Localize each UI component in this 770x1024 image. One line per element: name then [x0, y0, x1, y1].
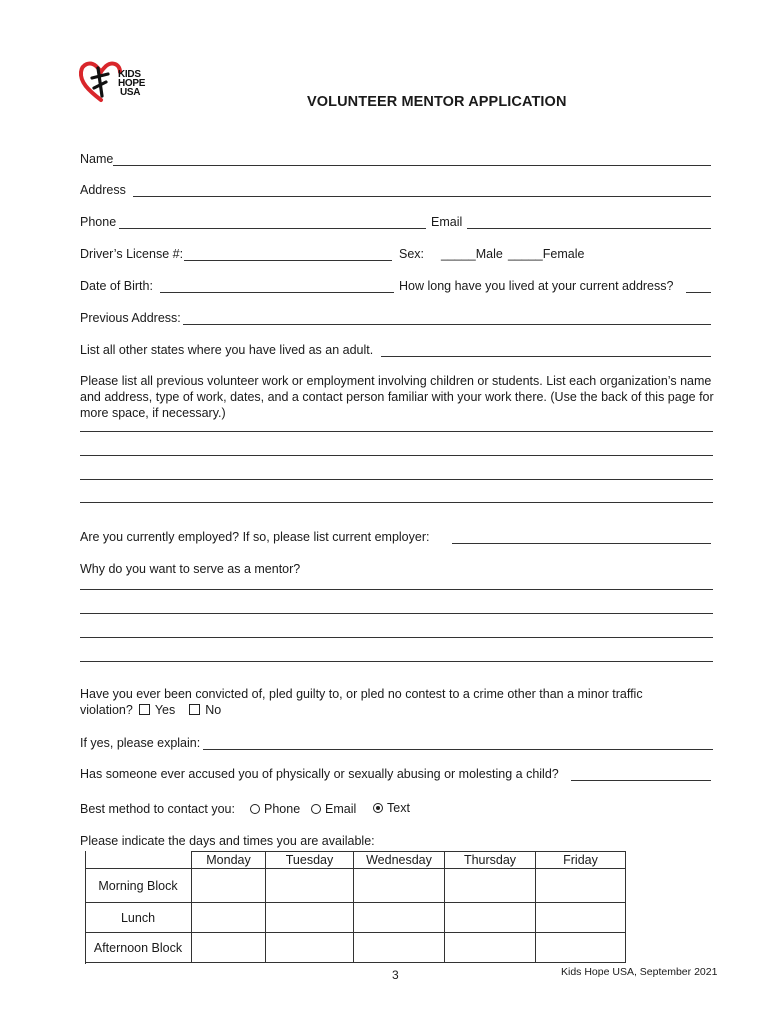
cell-morning-monday[interactable]	[192, 869, 266, 903]
day-header-wednesday: Wednesday	[354, 852, 445, 869]
cell-afternoon-tuesday[interactable]	[266, 933, 354, 963]
yes-label: Yes	[154, 703, 176, 717]
volunteer-work-prompt: Please list all previous volunteer work or employment involving children or students. List each organization’s name and address, type of work, dates, and a contact person familiar with your work there. (Use the back of this page for more space, if necessary.)	[80, 374, 714, 420]
availability-table	[85, 851, 626, 963]
why-mentor-line-1[interactable]	[80, 589, 713, 590]
cell-lunch-tuesday[interactable]	[266, 903, 354, 933]
page-title: VOLUNTEER MENTOR APPLICATION	[307, 94, 567, 110]
cell-lunch-wednesday[interactable]	[354, 903, 445, 933]
convicted-prompt-violation: violation?	[80, 703, 133, 717]
why-mentor-line-2[interactable]	[80, 613, 713, 614]
cell-afternoon-friday[interactable]	[536, 933, 626, 963]
logo-text-kids: KIDS	[118, 69, 141, 80]
sex-female-option[interactable]: _____Female	[508, 247, 585, 261]
volunteer-work-line-1[interactable]	[80, 431, 713, 432]
day-header-friday: Friday	[536, 852, 626, 869]
how-long-field[interactable]	[686, 292, 711, 293]
dob-field[interactable]	[160, 292, 394, 293]
footer-text: Kids Hope USA, September 2021	[561, 966, 718, 978]
previous-address-label: Previous Address:	[80, 311, 181, 325]
table-left-border	[85, 851, 86, 964]
time-label-lunch: Lunch	[85, 903, 192, 933]
contact-option-email[interactable]	[311, 802, 356, 816]
table-header-row	[85, 852, 626, 869]
convicted-prompt: Have you ever been convicted of, pled guilty to, or pled no contest to a crime other than a minor traffic	[80, 687, 643, 701]
sex-label: Sex:	[399, 247, 425, 261]
contact-method-label: Best method to contact you:	[80, 802, 235, 816]
day-header-monday: Monday	[192, 852, 266, 869]
volunteer-work-line-4[interactable]	[80, 502, 713, 503]
logo-text-hope: HOPE	[118, 78, 146, 89]
phone-field[interactable]	[119, 228, 426, 229]
day-header-thursday: Thursday	[445, 852, 536, 869]
accused-field[interactable]	[571, 780, 711, 781]
contact-option-text[interactable]	[373, 801, 410, 815]
logo-text-usa: USA	[120, 87, 141, 98]
how-long-label: How long have you lived at your current address?	[399, 279, 674, 293]
email-field[interactable]	[467, 228, 711, 229]
volunteer-work-line-3[interactable]	[80, 479, 713, 480]
accused-prompt: Has someone ever accused you of physically or sexually abusing or molesting a child?	[80, 767, 559, 781]
license-field[interactable]	[184, 260, 392, 261]
address-field[interactable]	[133, 196, 711, 197]
cell-afternoon-wednesday[interactable]	[354, 933, 445, 963]
text-option-label: Text	[387, 801, 410, 815]
cell-morning-tuesday[interactable]	[266, 869, 354, 903]
phone-radio[interactable]	[250, 804, 260, 814]
table-row	[85, 903, 626, 933]
text-radio[interactable]	[373, 803, 383, 813]
time-label-morning: Morning Block	[85, 869, 192, 903]
day-header-tuesday: Tuesday	[266, 852, 354, 869]
contact-option-phone[interactable]	[250, 802, 300, 816]
cell-lunch-monday[interactable]	[192, 903, 266, 933]
name-field[interactable]	[113, 165, 711, 166]
employed-prompt: Are you currently employed? If so, please list current employer:	[80, 530, 430, 544]
other-states-field[interactable]	[381, 356, 711, 357]
convicted-prompt-line2	[80, 703, 221, 717]
phone-label: Phone	[80, 215, 117, 229]
name-label: Name	[80, 152, 114, 166]
yes-checkbox[interactable]	[139, 704, 150, 715]
why-mentor-prompt: Why do you want to serve as a mentor?	[80, 562, 301, 576]
volunteer-work-line-2[interactable]	[80, 455, 713, 456]
email-label: Email	[431, 215, 463, 229]
sex-male-option[interactable]: _____Male	[441, 247, 503, 261]
dob-label: Date of Birth:	[80, 279, 153, 293]
explain-field[interactable]	[203, 749, 713, 750]
cell-afternoon-thursday[interactable]	[445, 933, 536, 963]
table-row	[85, 869, 626, 903]
address-label: Address	[80, 183, 126, 197]
availability-prompt: Please indicate the days and times you are available:	[80, 834, 375, 848]
time-label-afternoon: Afternoon Block	[85, 933, 192, 963]
no-checkbox[interactable]	[189, 704, 200, 715]
license-label: Driver’s License #:	[80, 247, 184, 261]
why-mentor-line-3[interactable]	[80, 637, 713, 638]
kids-hope-usa-logo	[78, 58, 158, 104]
page-number: 3	[392, 968, 399, 982]
previous-address-field[interactable]	[183, 324, 711, 325]
cell-morning-wednesday[interactable]	[354, 869, 445, 903]
email-radio[interactable]	[311, 804, 321, 814]
cell-morning-thursday[interactable]	[445, 869, 536, 903]
table-corner-cell	[85, 852, 192, 869]
explain-prompt: If yes, please explain:	[80, 736, 201, 750]
phone-option-label: Phone	[264, 802, 301, 816]
no-label: No	[205, 703, 222, 717]
why-mentor-line-4[interactable]	[80, 661, 713, 662]
cell-morning-friday[interactable]	[536, 869, 626, 903]
cell-lunch-friday[interactable]	[536, 903, 626, 933]
table-row	[85, 933, 626, 963]
cell-lunch-thursday[interactable]	[445, 903, 536, 933]
cell-afternoon-monday[interactable]	[192, 933, 266, 963]
other-states-label: List all other states where you have lived as an adult.	[80, 343, 374, 357]
email-option-label: Email	[325, 802, 357, 816]
employer-field[interactable]	[452, 543, 711, 544]
